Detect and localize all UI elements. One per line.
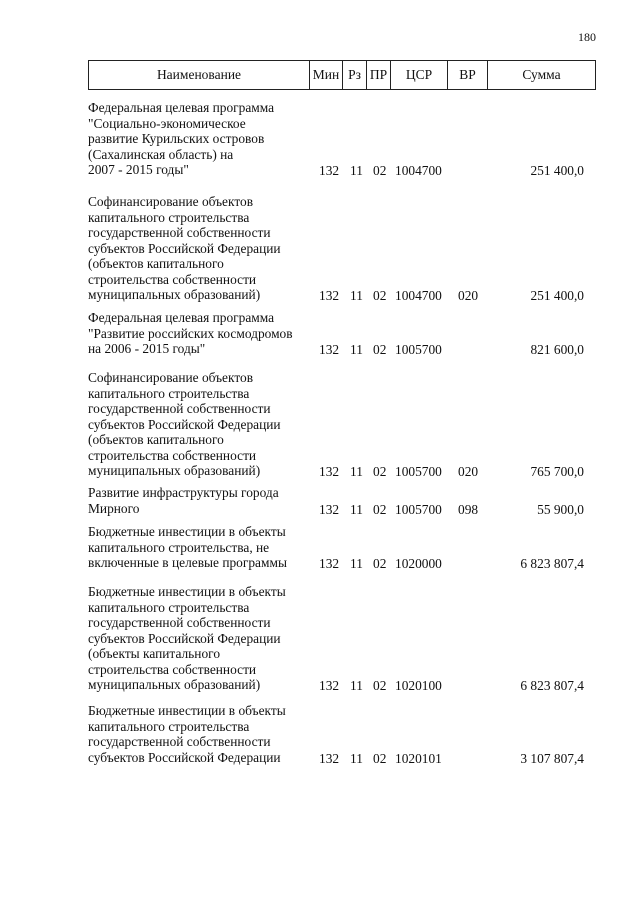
header-pr: ПР [366, 61, 390, 89]
row-rz: 11 [350, 555, 363, 571]
table-row [88, 524, 596, 571]
table-row [88, 584, 596, 693]
row-csr: 1020000 [395, 555, 442, 571]
row-pr: 02 [373, 677, 387, 693]
row-rz: 11 [350, 162, 363, 178]
row-sum: 821 600,0 [530, 341, 584, 357]
row-pr: 02 [373, 750, 387, 766]
row-rz: 11 [350, 287, 363, 303]
table-header [88, 60, 596, 90]
row-vr: 098 [458, 501, 479, 517]
row-name: Развитие инфраструктуры города Мирного [88, 485, 279, 516]
row-csr: 1005700 [395, 341, 442, 357]
table-row [88, 194, 596, 303]
row-sum: 251 400,0 [530, 287, 584, 303]
row-pr: 02 [373, 501, 387, 517]
row-sum: 251 400,0 [530, 162, 584, 178]
row-name: Софинансирование объектов капитального строительства государственной собственности субъектов Российской Федерации (объектов капитального строительства собственности муниципальных образований) [88, 194, 281, 302]
header-name: Наименование [156, 67, 242, 82]
row-rz: 11 [350, 501, 363, 517]
table-row [88, 370, 596, 479]
row-rz: 11 [350, 750, 363, 766]
row-sum: 6 823 807,4 [520, 555, 584, 571]
row-name: Бюджетные инвестиции в объекты капитального строительства государственной собственности субъектов Российской Федерации [88, 703, 286, 765]
row-csr: 1005700 [395, 501, 442, 517]
row-rz: 11 [350, 677, 363, 693]
table-row [88, 703, 596, 766]
row-min: 132 [319, 750, 340, 766]
row-min: 132 [319, 341, 340, 357]
header-csr: ЦСР [390, 61, 447, 89]
row-sum: 55 900,0 [537, 501, 584, 517]
table-row [88, 100, 596, 178]
row-name: Бюджетные инвестиции в объекты капитального строительства, не включенные в целевые программы [88, 524, 287, 570]
row-vr: 020 [458, 287, 479, 303]
row-rz: 11 [350, 463, 363, 479]
row-name: Федеральная целевая программа "Развитие российских космодромов на 2006 - 2015 годы" [88, 310, 293, 356]
row-pr: 02 [373, 341, 387, 357]
table-row [88, 485, 596, 517]
header-min: Мин [309, 61, 342, 89]
row-csr: 1020101 [395, 750, 442, 766]
row-csr: 1004700 [395, 287, 442, 303]
row-vr: 020 [458, 463, 479, 479]
table-row [88, 310, 596, 357]
page-number: 180 [578, 30, 596, 44]
header-rz: Рз [342, 61, 366, 89]
row-pr: 02 [373, 162, 387, 178]
row-pr: 02 [373, 287, 387, 303]
row-min: 132 [319, 677, 340, 693]
row-sum: 3 107 807,4 [520, 750, 584, 766]
row-min: 132 [319, 463, 340, 479]
header-sum: Сумма [487, 61, 595, 89]
row-pr: 02 [373, 463, 387, 479]
row-name: Софинансирование объектов капитального строительства государственной собственности субъектов Российской Федерации (объектов капитального строительства собственности муниципальных образований) [88, 370, 281, 478]
row-name: Бюджетные инвестиции в объекты капитального строительства государственной собственности субъектов Российской Федерации (объекты капитального строительства собственности муниципальных образований) [88, 584, 286, 692]
row-name: Федеральная целевая программа "Социально-экономическое развитие Курильских островов (Сахалинская область) на 2007 - 2015 годы" [88, 100, 275, 177]
row-csr: 1005700 [395, 463, 442, 479]
header-vr: ВР [447, 61, 487, 89]
row-rz: 11 [350, 341, 363, 357]
row-sum: 6 823 807,4 [520, 677, 584, 693]
row-pr: 02 [373, 555, 387, 571]
row-csr: 1020100 [395, 677, 442, 693]
row-min: 132 [319, 501, 340, 517]
row-min: 132 [319, 287, 340, 303]
row-csr: 1004700 [395, 162, 442, 178]
row-min: 132 [319, 555, 340, 571]
row-min: 132 [319, 162, 340, 178]
row-sum: 765 700,0 [530, 463, 584, 479]
